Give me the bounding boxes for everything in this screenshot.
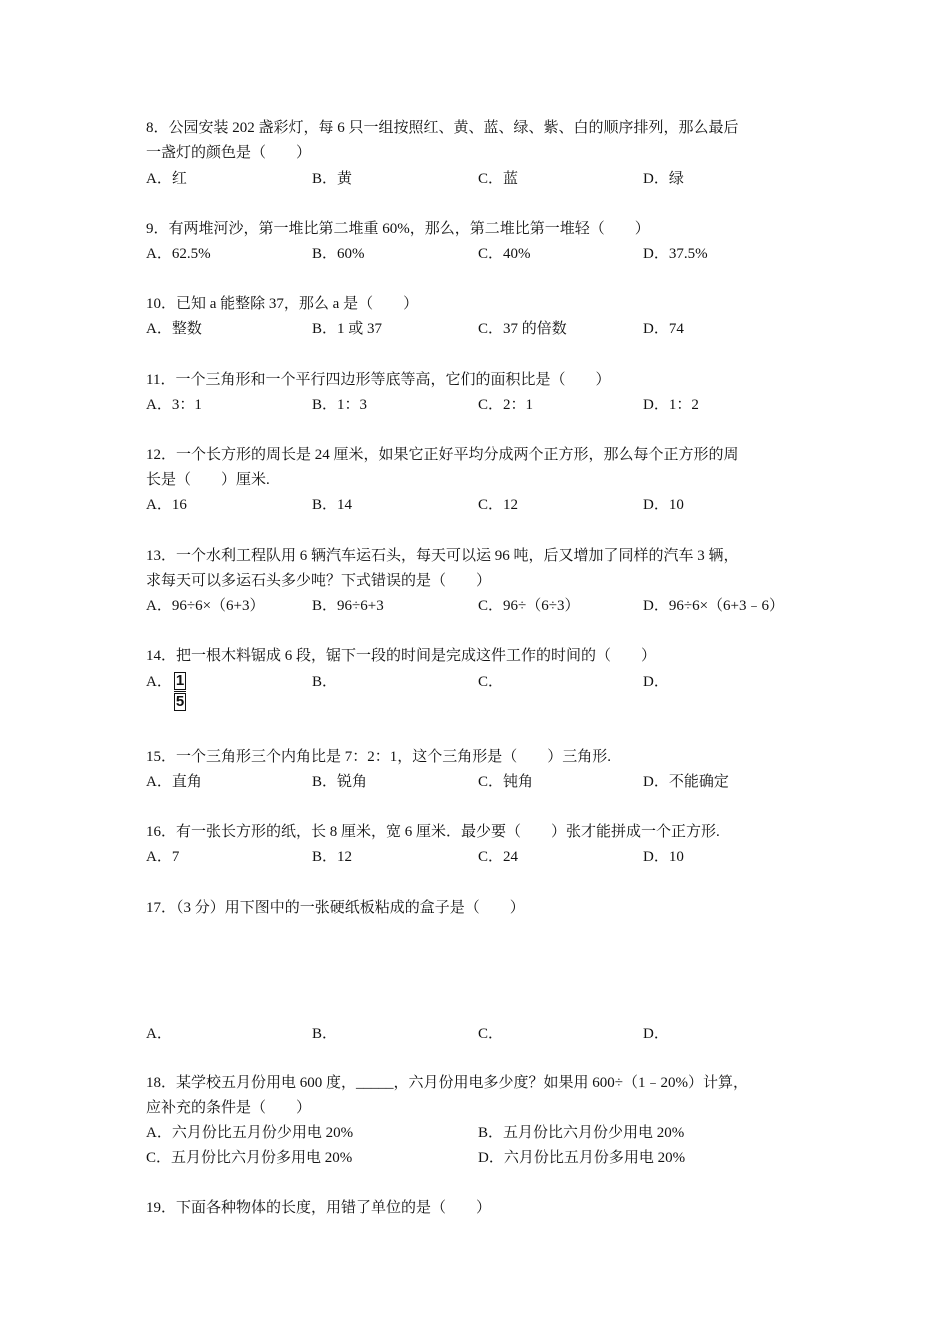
option-b[interactable]: B．	[312, 674, 338, 690]
option-a[interactable]: A．红	[146, 171, 187, 187]
question-stem: 11．一个三角形和一个平行四边形等底等高，它们的面积比是（ ）	[146, 372, 611, 388]
question-stem: 14．把一根木料锯成 6 段，锯下一段的时间是完成这件工作的时间的（ ）	[146, 648, 657, 664]
option-b[interactable]: B．96÷6+3	[312, 598, 384, 614]
fraction-bar	[174, 691, 186, 692]
question-stem: 应补充的条件是（ ）	[146, 1100, 312, 1116]
option-b[interactable]: B．	[312, 1026, 338, 1042]
option-c[interactable]: C．40%	[478, 246, 531, 262]
option-a[interactable]: A．	[146, 1026, 172, 1042]
option-c[interactable]: C．2：1	[478, 397, 534, 413]
question-stem: 一盏灯的颜色是（ ）	[146, 145, 312, 161]
option-b[interactable]: B．1：3	[312, 397, 368, 413]
question-stem: 16．有一张长方形的纸，长 8 厘米，宽 6 厘米．最少要（ ）张才能拼成一个正方形.	[146, 824, 720, 840]
question-stem: 长是（ ）厘米.	[146, 472, 270, 488]
option-c[interactable]: C．37 的倍数	[478, 321, 567, 337]
option-b[interactable]: B．1 或 37	[312, 321, 383, 337]
option-d[interactable]: D．	[643, 674, 669, 690]
option-a[interactable]: A．96÷6×（6+3）	[146, 598, 265, 614]
option-c[interactable]: C．96÷（6÷3）	[478, 598, 580, 614]
fraction-numerator: 1	[175, 672, 185, 689]
option-d[interactable]: D．10	[643, 497, 684, 513]
option-a[interactable]: A．16	[146, 497, 187, 513]
option-d[interactable]: D．10	[643, 849, 684, 865]
option-d[interactable]: D．37.5%	[643, 246, 708, 262]
option-d[interactable]: D．96÷6×（6+3﹣6）	[643, 598, 784, 614]
question-stem: 18．某学校五月份用电 600 度，_____，六月份用电多少度？如果用 600÷（1﹣20%）计算，	[146, 1075, 748, 1091]
fraction-one-fifth	[174, 672, 186, 711]
option-c[interactable]: C．12	[478, 497, 519, 513]
fraction-denominator: 5	[175, 693, 185, 710]
option-b[interactable]: B．14	[312, 497, 353, 513]
option-a[interactable]: A．7	[146, 849, 180, 865]
question-stem: 17．（3 分）用下图中的一张硬纸板粘成的盒子是（ ）	[146, 900, 525, 916]
option-b[interactable]: B．60%	[312, 246, 365, 262]
question-stem: 12．一个长方形的周长是 24 厘米，如果它正好平均分成两个正方形，那么每个正方形的周	[146, 447, 739, 463]
option-d[interactable]: D．绿	[643, 171, 684, 187]
option-b[interactable]: B．五月份比六月份少用电 20%	[478, 1125, 685, 1141]
option-d[interactable]: D．不能确定	[643, 774, 729, 790]
option-c[interactable]: C．	[478, 674, 504, 690]
option-d[interactable]: D．六月份比五月份多用电 20%	[478, 1150, 686, 1166]
option-a[interactable]: A．六月份比五月份少用电 20%	[146, 1125, 354, 1141]
option-a[interactable]: A．直角	[146, 774, 202, 790]
option-d[interactable]: D．74	[643, 321, 684, 337]
question-stem: 8．公园安装 202 盏彩灯，每 6 只一组按照红、黄、蓝、绿、紫、白的顺序排列，那么最后	[146, 120, 739, 136]
option-d[interactable]: D．	[643, 1026, 669, 1042]
option-b[interactable]: B．12	[312, 849, 353, 865]
option-c[interactable]: C．蓝	[478, 171, 519, 187]
question-stem: 15．一个三角形三个内角比是 7：2：1，这个三角形是（ ）三角形.	[146, 749, 612, 765]
option-d[interactable]: D．1：2	[643, 397, 699, 413]
question-stem: 19．下面各种物体的长度，用错了单位的是（ ）	[146, 1200, 492, 1216]
option-a[interactable]: A．62.5%	[146, 246, 211, 262]
option-a[interactable]: A．整数	[146, 321, 202, 337]
question-stem: 9．有两堆河沙，第一堆比第二堆重 60%，那么，第二堆比第一堆轻（ ）	[146, 221, 650, 237]
option-a[interactable]: A．	[146, 674, 172, 690]
option-b[interactable]: B．锐角	[312, 774, 368, 790]
option-c[interactable]: C．	[478, 1026, 504, 1042]
option-a[interactable]: A．3：1	[146, 397, 202, 413]
question-stem: 求每天可以多运石头多少吨？下式错误的是（ ）	[146, 573, 492, 589]
option-c[interactable]: C．24	[478, 849, 519, 865]
option-c[interactable]: C．钝角	[478, 774, 534, 790]
question-stem: 13．一个水利工程队用 6 辆汽车运石头，每天可以运 96 吨，后又增加了同样的汽车 3 辆，	[146, 548, 739, 564]
option-c[interactable]: C．五月份比六月份多用电 20%	[146, 1150, 353, 1166]
question-stem: 10．已知 a 能整除 37，那么 a 是（ ）	[146, 296, 419, 312]
option-b[interactable]: B．黄	[312, 171, 353, 187]
